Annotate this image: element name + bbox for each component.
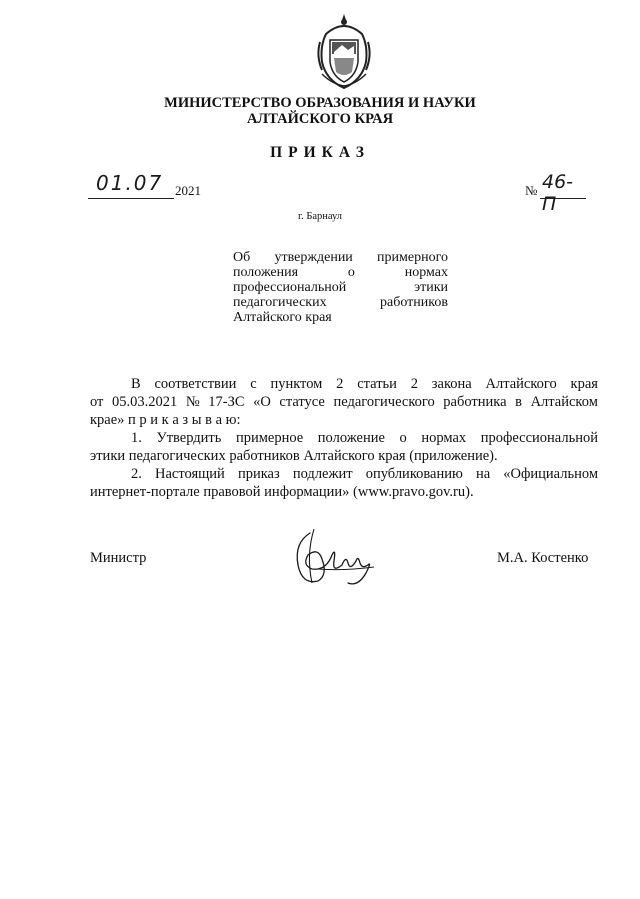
- city-label: г. Барнаул: [297, 211, 343, 222]
- order-date-field: [88, 171, 174, 199]
- body-word: Настоящий: [155, 466, 225, 482]
- body-paragraph-2-line-1: [131, 429, 598, 447]
- body-word: примерное: [235, 430, 304, 446]
- ministry-name-line2: АЛТАЙСКОГО КРАЯ: [246, 111, 394, 127]
- subject-word: утверждении: [274, 250, 353, 265]
- coat-of-arms-icon: [312, 12, 376, 92]
- subject-word: нормах: [404, 265, 448, 280]
- order-year: 2021: [175, 183, 201, 198]
- body-paragraph-2-line-2: этики педагогических работников Алтайского края (приложение).: [90, 448, 498, 464]
- body-word: подлежит: [292, 466, 353, 482]
- body-word: в: [515, 394, 522, 410]
- body-word: на: [475, 466, 491, 482]
- subject-word: положения: [233, 265, 299, 280]
- body-word: «Официальном: [503, 466, 598, 482]
- body-paragraph-1-line-3: крае» п р и к а з ы в а ю:: [90, 412, 241, 428]
- subject-word: о: [347, 265, 355, 280]
- subject-line: [233, 280, 448, 295]
- body-word: с: [250, 376, 257, 392]
- signer-name: М.А. Костенко: [497, 550, 589, 566]
- document-type-title: ПРИКАЗ: [270, 144, 370, 161]
- subject-word: работников: [380, 295, 448, 310]
- body-word: соответствии: [154, 376, 237, 392]
- subject-word: Об: [233, 250, 251, 265]
- subject-word: примерного: [377, 250, 448, 265]
- body-word: 2: [410, 376, 418, 392]
- body-word: от: [90, 394, 104, 410]
- subject-word: педагогических: [233, 295, 327, 310]
- body-word: пунктом: [270, 376, 323, 392]
- body-word: статьи: [357, 376, 397, 392]
- signer-title: Министр: [90, 550, 147, 566]
- body-word: профессиональной: [480, 430, 598, 446]
- body-word: В: [131, 376, 141, 392]
- subject-line: [233, 295, 448, 310]
- body-word: опубликованию: [365, 466, 463, 482]
- body-paragraph-3-line-2: интернет-портале правовой информации» (www.pravo.gov.ru).: [90, 484, 474, 500]
- subject-word: этики: [414, 280, 448, 295]
- body-word: 17-ЗС: [208, 394, 245, 410]
- body-word: закона: [431, 376, 472, 392]
- order-number-field: [540, 171, 586, 215]
- subject-line: [233, 310, 448, 325]
- order-date-handwritten: 01.07: [96, 171, 164, 195]
- body-word: приказ: [237, 466, 280, 482]
- body-word: Алтайского: [485, 376, 557, 392]
- body-word: 2: [336, 376, 344, 392]
- body-word: работника: [443, 394, 507, 410]
- order-number-handwritten: 46-П: [542, 171, 574, 215]
- body-word: 1.: [131, 430, 142, 446]
- body-word: №: [185, 394, 200, 410]
- order-number-sign: №: [525, 183, 538, 198]
- body-word: нормах: [421, 430, 467, 446]
- body-word: «О: [253, 394, 271, 410]
- body-word: Алтайском: [530, 394, 598, 410]
- body-word: педагогического: [333, 394, 435, 410]
- body-paragraph-1-line-1: [131, 375, 598, 393]
- body-word: 05.03.2021: [111, 394, 178, 410]
- subject-line: [233, 265, 448, 280]
- ministry-name-line1: МИНИСТЕРСТВО ОБРАЗОВАНИЯ И НАУКИ: [164, 95, 476, 111]
- body-word: статусе: [279, 394, 325, 410]
- body-word: края: [570, 376, 598, 392]
- body-word: 2.: [131, 466, 142, 482]
- body-paragraph-1-line-2: [90, 393, 598, 411]
- handwritten-signature-icon: [288, 525, 378, 590]
- subject-word: профессиональной: [233, 280, 347, 295]
- body-word: Утвердить: [156, 430, 222, 446]
- subject-line: [233, 250, 448, 265]
- body-word: положение: [317, 430, 385, 446]
- subject-word: Алтайского края: [233, 310, 332, 325]
- body-paragraph-3-line-1: [131, 465, 598, 483]
- body-word: о: [399, 430, 407, 446]
